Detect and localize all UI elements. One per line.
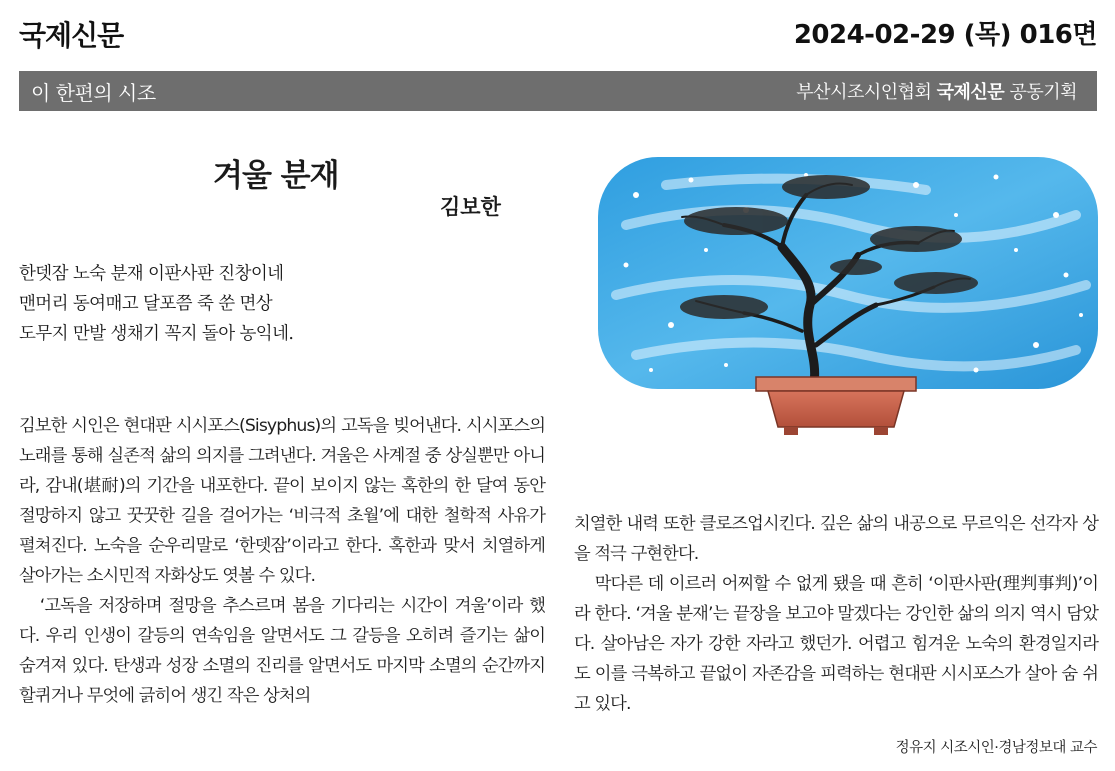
poem-line: 도무지 만발 생채기 꼭지 돌아 농익네. (19, 324, 294, 344)
poem-body (19, 259, 539, 349)
commentary-left-column (19, 411, 545, 711)
section-banner (19, 71, 1097, 111)
credit-newspaper: 국제신문 (936, 82, 1005, 103)
commentary-paragraph: ‘고독을 저장하며 절망을 추스르며 봄을 기다리는 시간이 겨울’이라 했다. 우리 인생이 갈등의 연속임을 알면서도 그 갈등을 오히려 즐기는 삶이 숨겨져 있다. 탄생과 성장 소멸의 진리를 알면서도 마지막 소멸의 순간까지 할퀴거나 무엇에 긁히어 생긴 작은 상처의 (19, 596, 545, 706)
bonsai-pot (756, 377, 916, 435)
commentary-paragraph: 김보한 시인은 현대판 시시포스(Sisyphus)의 고독을 빚어낸다. 시시포스의 노래를 통해 실존적 삶의 의지를 그려낸다. 겨울은 사계절 중 상실뿐만 아니라, 감내(堪耐)의 기간을 내포한다. 끝이 보이지 않는 혹한의 한 달여 동안 절망하지 않고 꿋꿋한 길을 걸어가는 ‘비극적 초월’에 대한 철학적 사유가 펼쳐진다. 노숙을 순우리말로 ‘한뎃잠’이라고 한다. 혹한과 맞서 치열하게 살아가는 소시민적 자화상도 엿볼 수 있다. (19, 416, 545, 586)
credit-suffix: 공동기획 (1009, 82, 1077, 103)
credit-association: 부산시조시인협회 (796, 82, 932, 103)
poem-line: 한뎃잠 노숙 분재 이판사판 진창이네 (19, 264, 284, 284)
bonsai-illustration (596, 155, 1100, 445)
poem-line: 맨머리 동여매고 달포쯤 죽 쑨 면상 (19, 294, 273, 314)
newspaper-masthead: 국제신문 (19, 19, 124, 52)
section-credit (796, 78, 1077, 104)
section-title: 이 한편의 시조 (31, 80, 156, 105)
commentator-byline: 정유지 시조시인·경남정보대 교수 (895, 740, 1097, 756)
issue-dateline: 2024-02-29 (목) 016면 (793, 20, 1097, 50)
commentary-right-column (574, 509, 1098, 719)
commentary-paragraph: 치열한 내력 또한 클로즈업시킨다. 깊은 삶의 내공으로 무르익은 선각자 상을 적극 구현한다. (574, 514, 1098, 564)
commentary-paragraph: 막다른 데 이르러 어찌할 수 없게 됐을 때 흔히 ‘이판사판(理判事判)’이라 한다. ‘겨울 분재’는 끝장을 보고야 말겠다는 강인한 삶의 의지 역시 담았다. 살아남은 자가 강한 자라고 했던가. 어렵고 힘겨운 노숙의 환경일지라도 이를 극복하고 끝없이 자존감을 피력하는 현대판 시시포스가 살아 숨 쉬고 있다. (574, 574, 1098, 714)
poem-author: 김보한 (440, 195, 501, 219)
poem-title: 겨울 분재 (213, 158, 339, 194)
